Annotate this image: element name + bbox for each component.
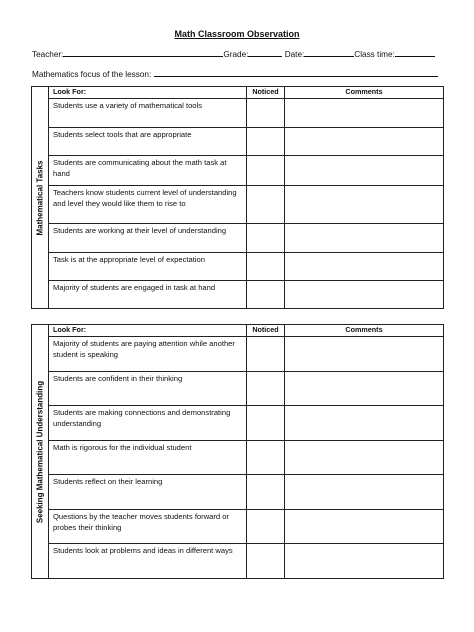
- noticed-cell[interactable]: [247, 224, 285, 253]
- comments-cell[interactable]: [285, 475, 444, 510]
- table-header-row: [32, 87, 444, 99]
- look-for-item: Students are communicating about the math task at hand: [49, 156, 247, 186]
- table-row: [32, 441, 444, 475]
- section-label: Seeking Mathematical Understanding: [35, 380, 45, 523]
- date-label: Date:: [284, 50, 305, 59]
- noticed-cell[interactable]: [247, 128, 285, 156]
- comments-cell[interactable]: [285, 337, 444, 372]
- grade-field[interactable]: [248, 48, 282, 57]
- table-row: [32, 337, 444, 372]
- table-row: [32, 475, 444, 510]
- comments-cell[interactable]: [285, 441, 444, 475]
- look-for-item: Math is rigorous for the individual student: [49, 441, 247, 475]
- table-row: [32, 406, 444, 441]
- comments-cell[interactable]: [285, 281, 444, 309]
- look-for-item: Task is at the appropriate level of expectation: [49, 253, 247, 281]
- column-header-look-for: Look For:: [49, 325, 247, 337]
- observation-table-tasks: [31, 86, 444, 309]
- column-header-noticed: Noticed: [247, 325, 285, 337]
- focus-label: Mathematics focus of the lesson:: [32, 70, 152, 79]
- column-header-comments: Comments: [285, 325, 444, 337]
- class-time-field[interactable]: [395, 48, 435, 57]
- comments-cell[interactable]: [285, 372, 444, 406]
- class-time-label: Class time:: [354, 50, 395, 59]
- table-row: [32, 281, 444, 309]
- focus-field[interactable]: [154, 68, 438, 77]
- section-label: Mathematical Tasks: [35, 160, 45, 235]
- table-row: [32, 224, 444, 253]
- comments-cell[interactable]: [285, 156, 444, 186]
- look-for-item: Majority of students are paying attention while another student is speaking: [49, 337, 247, 372]
- look-for-item: Students look at problems and ideas in different ways: [49, 544, 247, 579]
- comments-cell[interactable]: [285, 224, 444, 253]
- comments-cell[interactable]: [285, 544, 444, 579]
- table-row: [32, 372, 444, 406]
- noticed-cell[interactable]: [247, 253, 285, 281]
- noticed-cell[interactable]: [247, 372, 285, 406]
- comments-cell[interactable]: [285, 510, 444, 544]
- table-row: [32, 128, 444, 156]
- look-for-item: Students are working at their level of understanding: [49, 224, 247, 253]
- noticed-cell[interactable]: [247, 475, 285, 510]
- look-for-item: Students use a variety of mathematical tools: [49, 99, 247, 128]
- teacher-label: Teacher:: [32, 50, 64, 59]
- column-header-look-for: Look For:: [49, 87, 247, 99]
- noticed-cell[interactable]: [247, 99, 285, 128]
- focus-row: [32, 68, 438, 79]
- look-for-item: Students reflect on their learning: [49, 475, 247, 510]
- table-row: [32, 99, 444, 128]
- column-header-noticed: Noticed: [247, 87, 285, 99]
- column-header-comments: Comments: [285, 87, 444, 99]
- comments-cell[interactable]: [285, 99, 444, 128]
- noticed-cell[interactable]: [247, 156, 285, 186]
- look-for-item: Majority of students are engaged in task at hand: [49, 281, 247, 309]
- comments-cell[interactable]: [285, 253, 444, 281]
- header-fields-row: [32, 48, 435, 59]
- noticed-cell[interactable]: [247, 441, 285, 475]
- table-row: [32, 510, 444, 544]
- comments-cell[interactable]: [285, 406, 444, 441]
- section-label-cell: [32, 325, 49, 579]
- table-row: [32, 186, 444, 224]
- noticed-cell[interactable]: [247, 406, 285, 441]
- table-row: [32, 156, 444, 186]
- table-row: [32, 253, 444, 281]
- look-for-item: Students are making connections and demonstrating understanding: [49, 406, 247, 441]
- document-title: Math Classroom Observation: [174, 29, 300, 39]
- look-for-item: Students are confident in their thinking: [49, 372, 247, 406]
- comments-cell[interactable]: [285, 128, 444, 156]
- section-label-cell: [32, 87, 49, 309]
- noticed-cell[interactable]: [247, 544, 285, 579]
- date-field[interactable]: [304, 48, 354, 57]
- noticed-cell[interactable]: [247, 186, 285, 224]
- teacher-field[interactable]: [63, 48, 223, 57]
- noticed-cell[interactable]: [247, 281, 285, 309]
- look-for-item: Students select tools that are appropriate: [49, 128, 247, 156]
- table-header-row: [32, 325, 444, 337]
- look-for-item: Questions by the teacher moves students forward or probes their thinking: [49, 510, 247, 544]
- look-for-item: Teachers know students current level of understanding and level they would like them to rise to: [49, 186, 247, 224]
- table-row: [32, 544, 444, 579]
- grade-label: Grade:: [223, 50, 249, 59]
- noticed-cell[interactable]: [247, 337, 285, 372]
- observation-table-understanding: [31, 324, 444, 579]
- comments-cell[interactable]: [285, 186, 444, 224]
- noticed-cell[interactable]: [247, 510, 285, 544]
